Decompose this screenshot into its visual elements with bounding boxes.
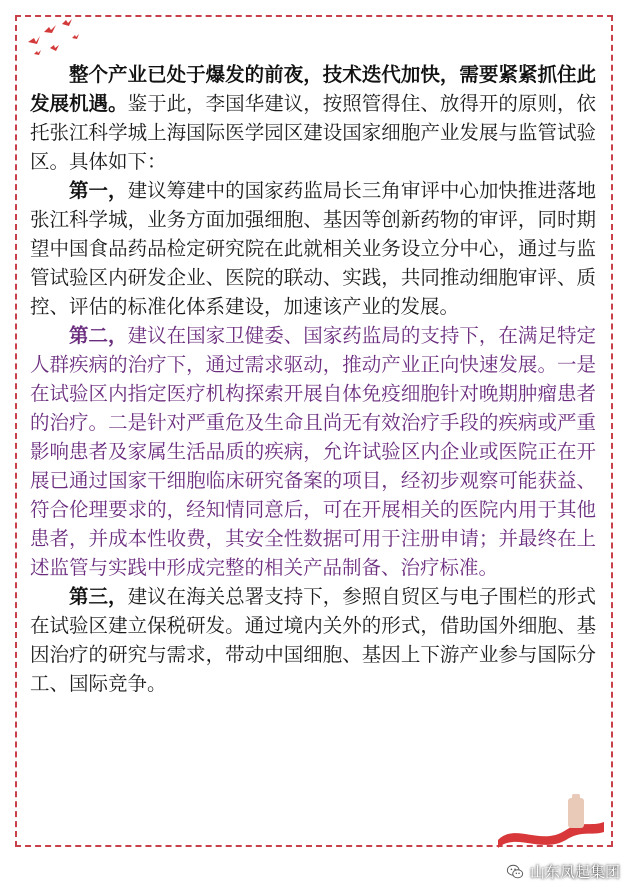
- flying-birds-decoration-icon: [20, 12, 90, 62]
- watermark-text: 山东凤起集团: [529, 863, 620, 881]
- third-body: 建议在海关总署支持下，参照自贸区与电子围栏的形式在试验区建立保税研发。通过境内关外的形式，借助国外细胞、基因治疗的研究与需求，带动中国细胞、基因上下游产业参与国际分工、国际竞争。: [30, 585, 596, 695]
- wechat-icon: [506, 863, 524, 881]
- paragraph-intro: [30, 60, 596, 176]
- paragraph-first: [30, 176, 596, 321]
- intro-body: 鉴于此，李国华建议，按照管得住、放得开的原则，依托张江科学城上海国际医学园区建设国家细胞产业发展与监管试验区。具体如下：: [30, 92, 596, 173]
- first-lead: 第一，: [69, 179, 128, 202]
- intro-lead: 整个产业已处于爆发的前夜，技术迭代加快，需要紧紧抓住此发展机遇。: [30, 63, 596, 115]
- paragraph-third: [30, 582, 596, 698]
- second-lead: 第二，: [69, 324, 128, 347]
- wechat-watermark: [506, 861, 620, 882]
- ribbon-decoration-icon: [496, 792, 606, 852]
- third-lead: 第三，: [69, 585, 128, 608]
- first-body: 建议筹建中的国家药监局长三角审评中心加快推进落地张江科学城，业务方面加强细胞、基因等创新药物的审评，同时期望中国食品药品检定研究院在此就相关业务设立分中心，通过与监管试验区内研发企业、医院的联动、实践，共同推动细胞审评、质控、评估的标准化体系建设，加速该产业的发展。: [30, 179, 596, 318]
- second-body: 建议在国家卫健委、国家药监局的支持下，在满足特定人群疾病的治疗下，通过需求驱动，推动产业正向快速发展。一是在试验区内指定医疗机构探索开展自体免疫细胞针对晚期肿瘤患者的治疗。二是针对严重危及生命且尚无有效治疗手段的疾病或严重影响患者及家属生活品质的疾病，允许试验区内企业或医院正在开展已通过国家干细胞临床研究备案的项目，经初步观察可能获益、符合伦理要求的，经知情同意后，可在开展相关的医院内用于其他患者，并成本性收费，其安全性数据可用于注册申请；并最终在上述监管与实践中形成完整的相关产品制备、治疗标准。: [30, 324, 596, 579]
- article-body: [30, 60, 596, 698]
- paragraph-second: [30, 321, 596, 582]
